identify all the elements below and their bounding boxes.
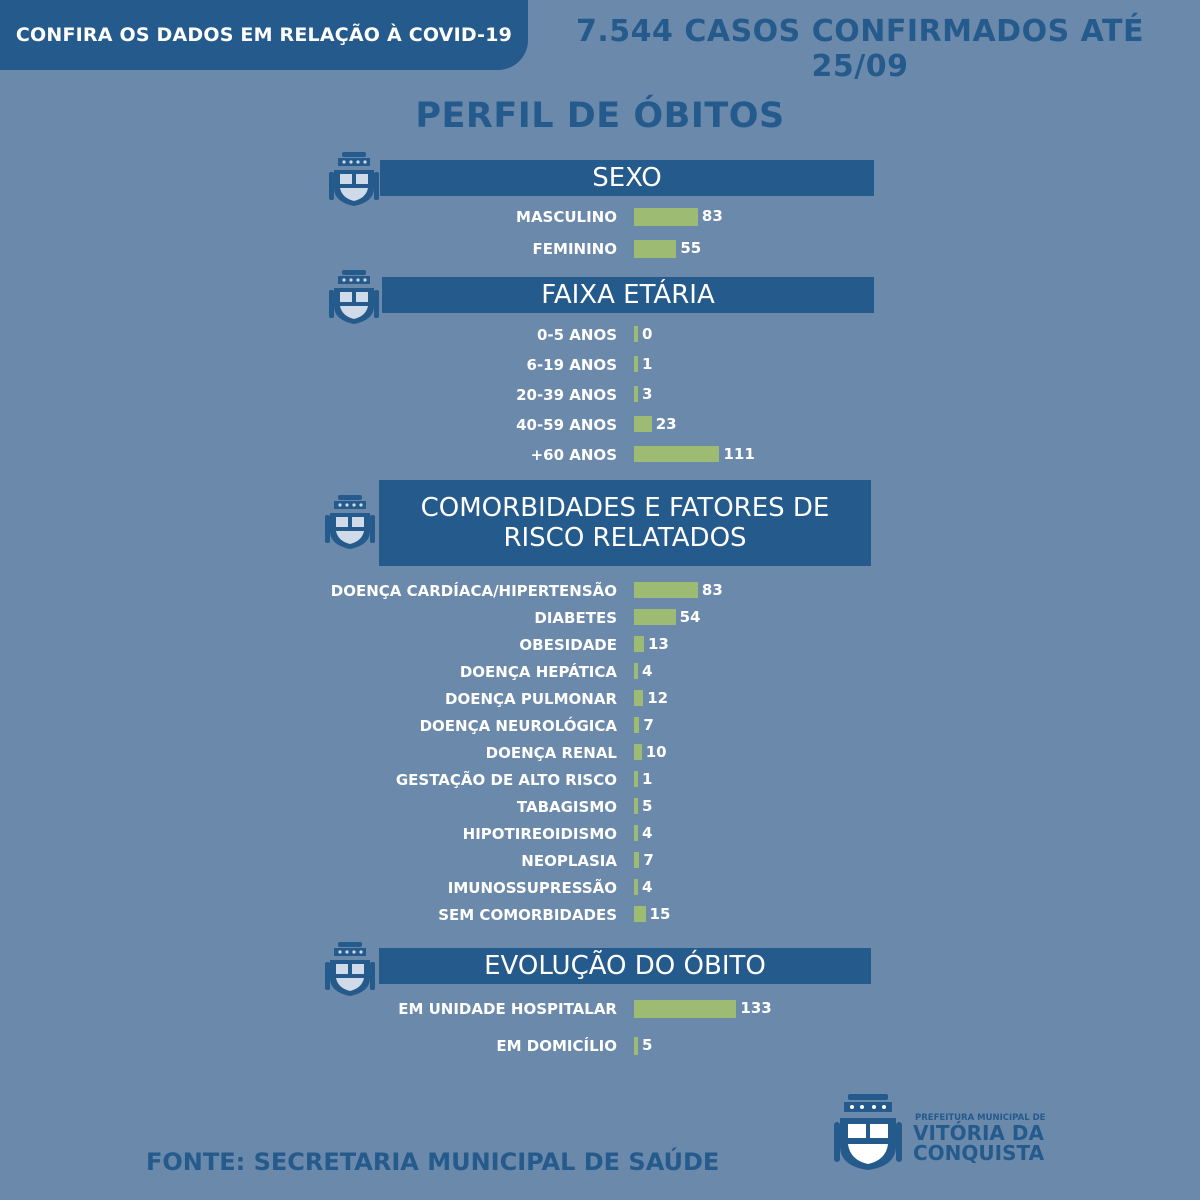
bar — [634, 1037, 638, 1055]
city-seal-icon — [328, 268, 380, 326]
bar-value: 5 — [642, 797, 653, 815]
bar-label: DOENÇA HEPÁTICA — [459, 663, 617, 681]
bar-value: 7 — [643, 851, 654, 869]
bar-value: 13 — [648, 635, 669, 653]
bar — [634, 717, 639, 733]
bar-label: GESTAÇÃO DE ALTO RISCO — [395, 771, 617, 789]
bar — [634, 879, 638, 895]
bar-label: EM DOMICÍLIO — [496, 1037, 617, 1055]
bar-value: 1 — [642, 355, 653, 373]
city-seal-icon — [324, 940, 376, 998]
bar-label: MASCULINO — [516, 208, 617, 226]
bar-value: 15 — [649, 905, 671, 923]
bar-value: 55 — [680, 239, 702, 257]
logo-subtitle: PREFEITURA MUNICIPAL DE — [915, 1113, 1046, 1123]
bar-label: DOENÇA PULMONAR — [445, 690, 617, 708]
top-banner — [0, 0, 528, 70]
cases-headline: 7.544 CASOS CONFIRMADOS ATÉ 25/09 — [576, 14, 1144, 84]
bar — [634, 690, 643, 706]
logo-name-line2: CONQUISTA — [913, 1141, 1045, 1165]
bar — [634, 636, 644, 652]
bar-value: 4 — [642, 878, 653, 896]
bar-label: DOENÇA NEUROLÓGICA — [419, 717, 617, 735]
bar-label: FEMININO — [532, 240, 617, 258]
bar-label: DIABETES — [534, 609, 617, 627]
bar-label: NEOPLASIA — [521, 852, 617, 870]
bar — [634, 356, 638, 372]
bar-label: 0-5 ANOS — [536, 326, 617, 344]
section-header-3: COMORBIDADES E FATORES DE RISCO RELATADOS — [379, 480, 871, 566]
logo-name — [913, 1123, 1044, 1163]
city-seal-icon — [328, 150, 380, 208]
page-title: PERFIL DE ÓBITOS — [415, 96, 785, 136]
bar — [634, 240, 676, 258]
bar-label: EM UNIDADE HOSPITALAR — [398, 1000, 617, 1018]
bar — [634, 208, 698, 226]
bar — [634, 582, 698, 598]
bar — [634, 663, 638, 679]
section-header-4: EVOLUÇÃO DO ÓBITO — [379, 948, 871, 984]
bar-value: 83 — [701, 581, 723, 599]
bar-value: 10 — [645, 743, 667, 761]
bar-label: SEM COMORBIDADES — [438, 906, 617, 924]
bar-value: 4 — [642, 662, 653, 680]
bar-label: DOENÇA RENAL — [485, 744, 617, 762]
bar — [634, 771, 638, 787]
bar-value: 133 — [740, 999, 772, 1017]
bar — [634, 825, 638, 841]
bar — [634, 326, 638, 342]
source-note: FONTE: SECRETARIA MUNICIPAL DE SAÚDE — [146, 1148, 720, 1176]
bar-label: 6-19 ANOS — [526, 356, 617, 374]
bar-label: OBESIDADE — [519, 636, 617, 654]
bar — [634, 744, 642, 760]
bar — [634, 386, 638, 402]
bar — [634, 798, 638, 814]
bar-label: HIPOTIREOIDISMO — [462, 825, 617, 843]
bar — [634, 1000, 736, 1018]
bar-value: 83 — [701, 207, 723, 225]
section-header-2: FAIXA ETÁRIA — [382, 277, 874, 313]
bar — [634, 416, 652, 432]
bar — [634, 609, 676, 625]
bar-value: 5 — [642, 1036, 653, 1054]
bar-label: +60 ANOS — [530, 446, 617, 464]
bar-value: 111 — [723, 445, 755, 463]
city-seal-icon — [324, 493, 376, 551]
bar-value: 7 — [643, 716, 654, 734]
bar-value: 1 — [642, 770, 653, 788]
bar-label: 20-39 ANOS — [516, 386, 617, 404]
bar-value: 12 — [647, 689, 669, 707]
bar — [634, 446, 719, 462]
bar — [634, 906, 646, 922]
bar-label: 40-59 ANOS — [516, 416, 617, 434]
bar-value: 23 — [655, 415, 677, 433]
bar — [634, 852, 639, 868]
bar-label: TABAGISMO — [516, 798, 617, 816]
bar-value: 0 — [642, 325, 653, 343]
bar-label: IMUNOSSUPRESSÃO — [447, 879, 617, 897]
bar-value: 3 — [642, 385, 653, 403]
top-banner-label: CONFIRA OS DADOS EM RELAÇÃO À COVID-19 — [15, 24, 513, 46]
section-header-1: SEXO — [380, 160, 874, 196]
bar-value: 54 — [679, 608, 701, 626]
bar-value: 4 — [642, 824, 653, 842]
bar-label: DOENÇA CARDÍACA/HIPERTENSÃO — [330, 582, 617, 600]
logo-name-line1: VITÓRIA DA — [913, 1121, 1044, 1145]
